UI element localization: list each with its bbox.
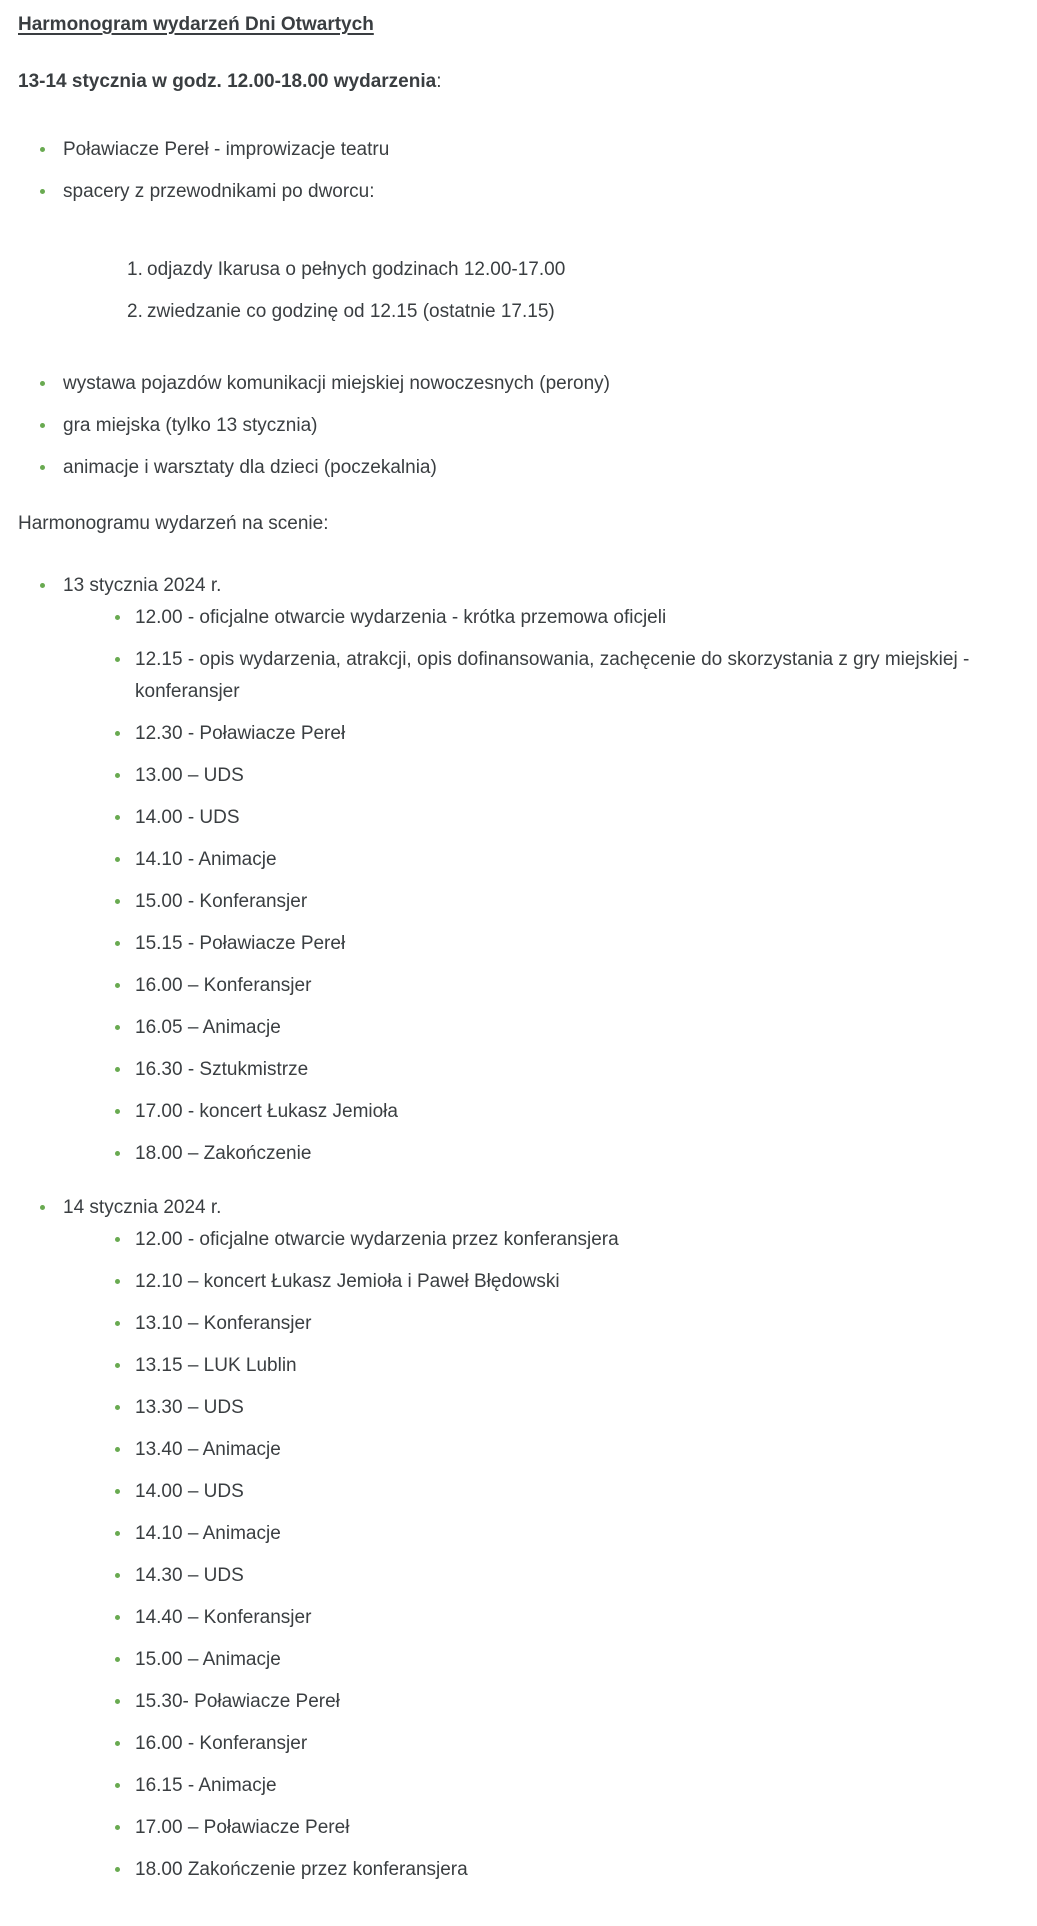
schedule-event-item [63, 1308, 1013, 1340]
event-text: 13.00 – UDS [135, 765, 244, 786]
list-item [18, 452, 1013, 484]
event-text: 14.00 - UDS [135, 807, 240, 828]
list-item-text: wystawa pojazdów komunikacji miejskiej nowoczesnych (perony) [63, 373, 611, 394]
bullet-icon [40, 1205, 45, 1210]
list-item-text: odjazdy Ikarusa o pełnych godzinach 12.00-17.00 [147, 259, 566, 280]
schedule-event-item [63, 1854, 1013, 1886]
list-item [18, 368, 1013, 400]
bullet-icon [40, 423, 45, 428]
bullet-icon [115, 1741, 120, 1746]
schedule-event-item [63, 1138, 1013, 1170]
event-text: 16.00 - Konferansjer [135, 1733, 308, 1754]
schedule-event-item [63, 1560, 1013, 1592]
event-text: 13.30 – UDS [135, 1397, 244, 1418]
day-events-list [63, 602, 1013, 1170]
bullet-icon [115, 1489, 120, 1494]
schedule-event-item [63, 802, 1013, 834]
schedule-event-item [63, 718, 1013, 750]
schedule-event-item [63, 1518, 1013, 1550]
schedule-event-item [63, 886, 1013, 918]
bullet-icon [115, 983, 120, 988]
schedule-event-item [63, 1434, 1013, 1466]
bullet-icon [115, 1447, 120, 1452]
bullet-icon [115, 1279, 120, 1284]
event-text: 15.00 – Animacje [135, 1649, 281, 1670]
event-text: 14.00 – UDS [135, 1481, 244, 1502]
bullet-icon [115, 657, 120, 662]
bullet-icon [40, 381, 45, 386]
event-text: 13.15 – LUK Lublin [135, 1355, 297, 1376]
schedule-event-item [63, 1392, 1013, 1424]
schedule-event-item [63, 760, 1013, 792]
schedule-event-item [63, 928, 1013, 960]
schedule-event-item [63, 602, 1013, 634]
list-item-text: zwiedzanie co godzinę od 12.15 (ostatnie 17.15) [147, 301, 555, 322]
general-events-list [18, 134, 1013, 484]
schedule-event-item [63, 1224, 1013, 1256]
event-text: 16.15 - Animacje [135, 1775, 277, 1796]
bullet-icon [115, 1867, 120, 1872]
date-range-heading-colon: : [436, 71, 442, 92]
bullet-icon [40, 189, 45, 194]
bullet-icon [115, 1783, 120, 1788]
event-text: 14.30 – UDS [135, 1565, 244, 1586]
day-item [18, 1192, 1013, 1886]
event-text: 16.30 - Sztukmistrze [135, 1059, 309, 1080]
guided-walks-sublist [63, 254, 1013, 328]
list-item-text: animacje i warsztaty dla dzieci (poczekalnia) [63, 457, 437, 478]
bullet-icon [40, 147, 45, 152]
event-text: 12.00 - oficjalne otwarcie wydarzenia - krótka przemowa oficjeli [135, 607, 667, 628]
bullet-icon [115, 1825, 120, 1830]
event-text: 12.10 – koncert Łukasz Jemioła i Paweł Błędowski [135, 1271, 560, 1292]
bullet-icon [115, 1363, 120, 1368]
event-text: 15.30- Poławiacze Pereł [135, 1691, 340, 1712]
event-text: 15.00 - Konferansjer [135, 891, 308, 912]
list-item [18, 410, 1013, 442]
bullet-icon [115, 857, 120, 862]
bullet-icon [115, 773, 120, 778]
schedule-event-item [63, 1812, 1013, 1844]
event-text: 15.15 - Poławiacze Pereł [135, 933, 346, 954]
event-text: 13.40 – Animacje [135, 1439, 281, 1460]
event-text: 14.40 – Konferansjer [135, 1607, 312, 1628]
date-range-heading [18, 66, 1013, 98]
page-title: Harmonogram wydarzeń Dni Otwartych [18, 14, 374, 35]
schedule-event-item [63, 1686, 1013, 1718]
numbered-list-item [63, 254, 1013, 286]
day-date: 14 stycznia 2024 r. [63, 1197, 222, 1218]
list-item [18, 176, 1013, 328]
bullet-icon [115, 1573, 120, 1578]
bullet-icon [115, 1067, 120, 1072]
schedule-event-item [63, 844, 1013, 876]
bullet-icon [115, 1151, 120, 1156]
list-item-text: Poławiacze Pereł - improwizacje teatru [63, 139, 390, 160]
event-text: 18.00 – Zakończenie [135, 1143, 312, 1164]
schedule-event-item [63, 1644, 1013, 1676]
bullet-icon [115, 1699, 120, 1704]
bullet-icon [115, 615, 120, 620]
event-text: 12.15 - opis wydarzenia, atrakcji, opis dofinansowania, zachęcenie do skorzystania z gry miejskiej - konferansjer [135, 649, 970, 702]
schedule-event-item [63, 1770, 1013, 1802]
event-text: 12.30 - Poławiacze Pereł [135, 723, 346, 744]
bullet-icon [115, 1109, 120, 1114]
event-text: 16.05 – Animacje [135, 1017, 281, 1038]
bullet-icon [115, 1321, 120, 1326]
schedule-event-item [63, 1728, 1013, 1760]
day-item [18, 570, 1013, 1170]
event-text: 16.00 – Konferansjer [135, 975, 312, 996]
list-item-text: gra miejska (tylko 13 stycznia) [63, 415, 318, 436]
list-item [18, 134, 1013, 166]
schedule-event-item [63, 1602, 1013, 1634]
bullet-icon [40, 583, 45, 588]
event-text: 14.10 – Animacje [135, 1523, 281, 1544]
schedule-event-item [63, 1350, 1013, 1382]
schedule-event-item [63, 644, 1013, 708]
numbered-list-item [63, 296, 1013, 328]
bullet-icon [115, 1025, 120, 1030]
stage-days-list [18, 570, 1013, 1886]
bullet-icon [115, 1657, 120, 1662]
event-text: 13.10 – Konferansjer [135, 1313, 312, 1334]
bullet-icon [115, 731, 120, 736]
event-text: 18.00 Zakończenie przez konferansjera [135, 1859, 468, 1880]
day-date: 13 stycznia 2024 r. [63, 575, 222, 596]
schedule-event-item [63, 970, 1013, 1002]
event-text: 14.10 - Animacje [135, 849, 277, 870]
stage-schedule-heading: Harmonogramu wydarzeń na scenie: [18, 513, 329, 534]
schedule-event-item [63, 1012, 1013, 1044]
event-text: 17.00 – Poławiacze Pereł [135, 1817, 350, 1838]
schedule-event-item [63, 1266, 1013, 1298]
bullet-icon [115, 1615, 120, 1620]
schedule-event-item [63, 1096, 1013, 1128]
list-item-text: spacery z przewodnikami po dworcu: [63, 181, 375, 202]
bullet-icon [115, 815, 120, 820]
bullet-icon [115, 1237, 120, 1242]
day-events-list [63, 1224, 1013, 1886]
bullet-icon [115, 899, 120, 904]
bullet-icon [115, 1405, 120, 1410]
schedule-event-item [63, 1054, 1013, 1086]
event-text: 12.00 - oficjalne otwarcie wydarzenia przez konferansjera [135, 1229, 619, 1250]
bullet-icon [115, 1531, 120, 1536]
schedule-event-item [63, 1476, 1013, 1508]
event-text: 17.00 - koncert Łukasz Jemioła [135, 1101, 398, 1122]
bullet-icon [115, 941, 120, 946]
bullet-icon [40, 465, 45, 470]
date-range-heading-bold: 13-14 stycznia w godz. 12.00-18.00 wydarzenia [18, 71, 437, 92]
